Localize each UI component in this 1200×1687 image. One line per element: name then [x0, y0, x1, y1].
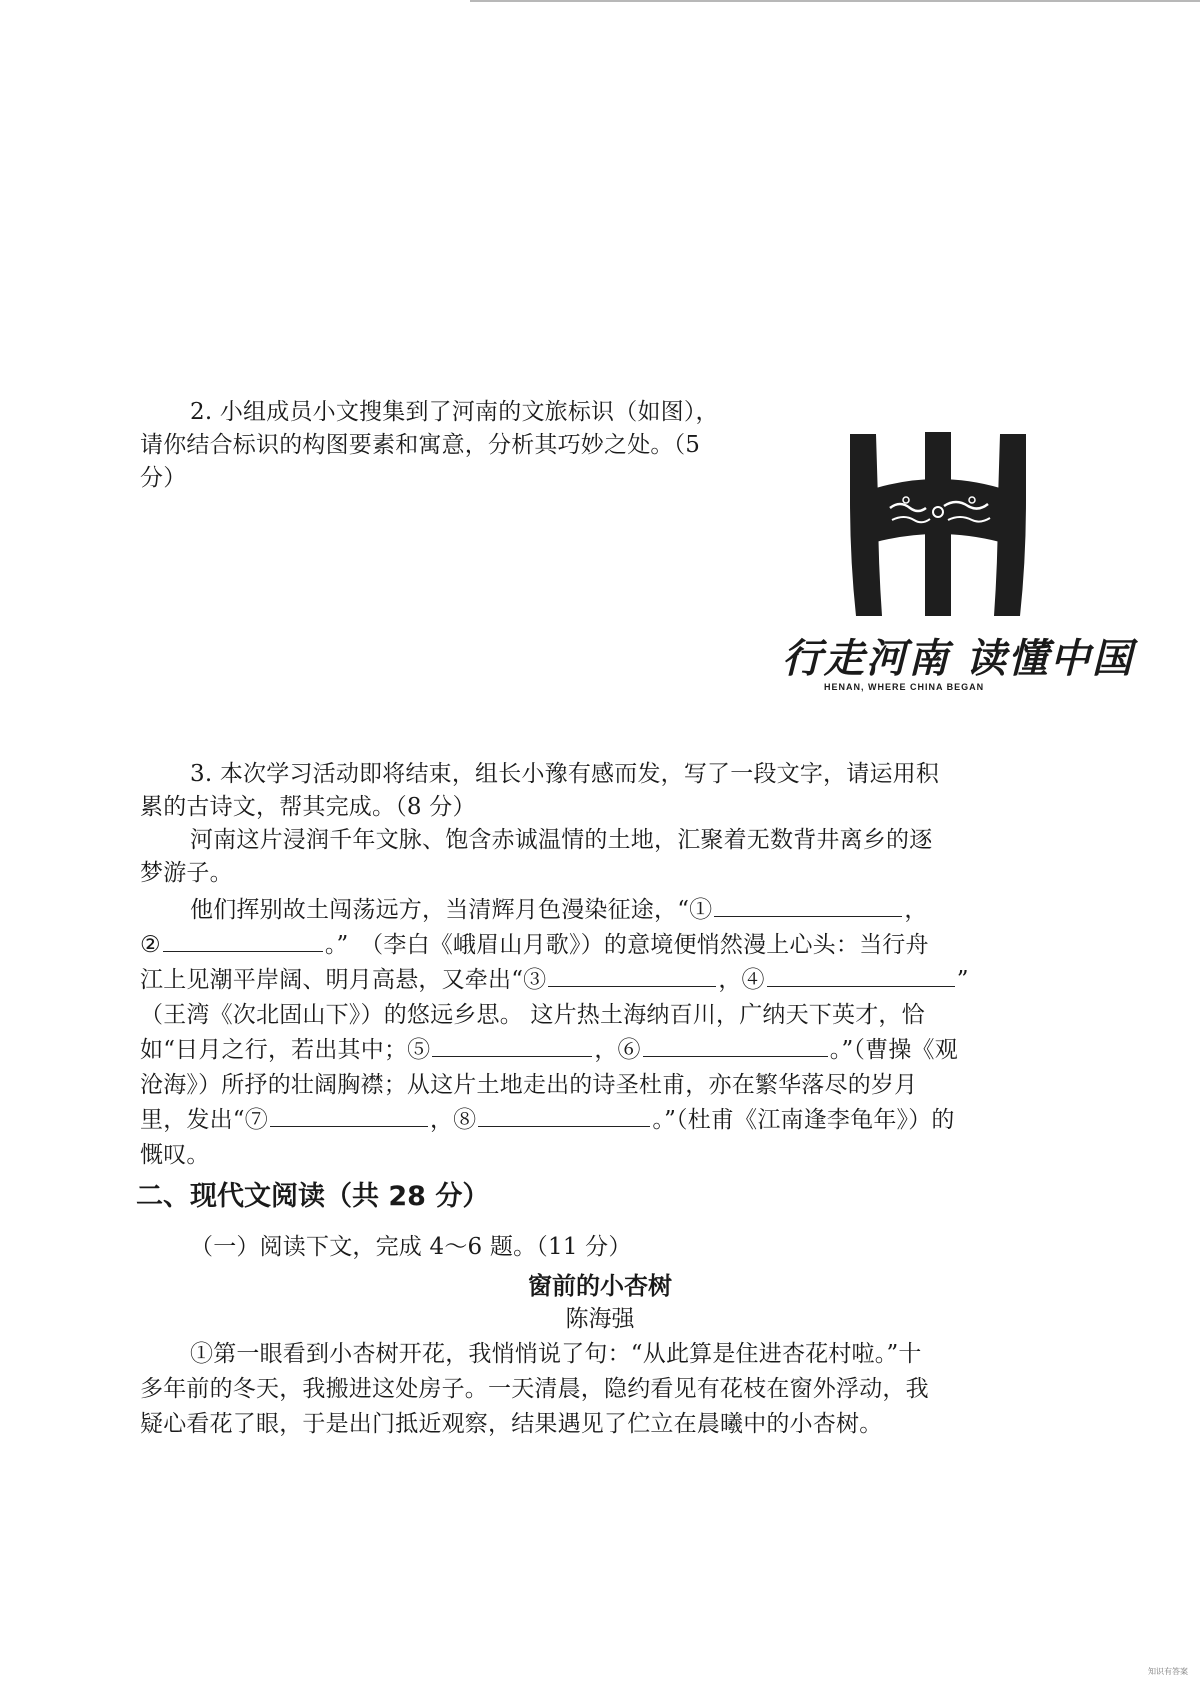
q3-para2-line-6: 沧海》）所抒的壮阔胸襟；从这片土地走出的诗圣杜甫，亦在繁华落尽的岁月: [140, 1072, 918, 1098]
q3-para1-line-1: 河南这片浸润千年文脉、饱含赤诚温情的土地，汇聚着无数背井离乡的逐: [190, 827, 933, 853]
logo-slogan-en: HENAN, WHERE CHINA BEGAN: [824, 682, 985, 692]
q3-para2-line-5: 如“日月之行，若出其中；⑤ ，⑥ 。”（曹操《观: [140, 1033, 958, 1067]
q2-line-1: 2. 小组成员小文搜集到了河南的文旅标识（如图），: [190, 399, 719, 425]
q3-para2-line-7: 里，发出“⑦ ，⑧ 。”（杜甫《江南逢李龟年》）的: [140, 1103, 955, 1137]
top-edge-line: [470, 0, 1200, 2]
blank-3[interactable]: [548, 964, 716, 987]
q2-line-2: 请你结合标识的构图要素和寓意，分析其巧妙之处。（5: [140, 432, 701, 458]
q3-line-2: 累的古诗文，帮其完成。（8 分）: [140, 794, 476, 820]
q3-para1-line-2: 梦游子。: [140, 860, 233, 886]
q3-line-1: 3. 本次学习活动即将结束，组长小豫有感而发，写了一段文字，请运用积: [190, 761, 940, 787]
blank-5[interactable]: [432, 1034, 592, 1057]
section-subheading: （一）阅读下文，完成 4～6 题。（11 分）: [190, 1234, 632, 1260]
q2-line-3: 分）: [140, 465, 187, 491]
article-para1-line-2: 多年前的冬天，我搬进这处房子。一天清晨，隐约看见有花枝在窗外浮动，我: [140, 1376, 929, 1402]
q3-para2-line-2: ② 。” （李白《峨眉山月歌》）的意境便悄然漫上心头：当行舟: [140, 928, 929, 962]
q3-para2-line-8: 慨叹。: [140, 1142, 210, 1168]
article-title: 窗前的小杏树: [528, 1272, 672, 1300]
q3-para2-line-4: （王湾《次北固山下》）的悠远乡思。 这片热土海纳百川，广纳天下英才，恰: [140, 1002, 925, 1028]
blank-2[interactable]: [163, 929, 323, 952]
blank-1[interactable]: [714, 894, 902, 917]
article-author: 陈海强: [565, 1306, 635, 1332]
watermark-text: 知识有答案: [1148, 1667, 1188, 1676]
blank-7[interactable]: [270, 1104, 428, 1127]
logo-slogan-cn: 行走河南 读懂中国: [782, 635, 1134, 682]
blank-8[interactable]: [478, 1104, 650, 1127]
blank-4[interactable]: [767, 964, 955, 987]
article-para1-line-1: ①第一眼看到小杏树开花，我悄悄说了句：“从此算是住进杏花村啦。”十: [190, 1341, 922, 1367]
q3-para2-line-3: 江上见潮平岸阔、明月高悬，又牵出“③ ，④ ”: [140, 963, 969, 997]
blank-6[interactable]: [643, 1034, 828, 1057]
section-heading: 二、现代文阅读（共 28 分）: [136, 1181, 490, 1212]
article-para1-line-3: 疑心看花了眼，于是出门抵近观察，结果遇见了伫立在晨曦中的小杏树。: [140, 1411, 883, 1437]
q3-para2-line-1: 他们挥别故土闯荡远方，当清辉月色漫染征途，“① ，: [190, 893, 928, 927]
henan-logo-icon: [848, 430, 1028, 616]
